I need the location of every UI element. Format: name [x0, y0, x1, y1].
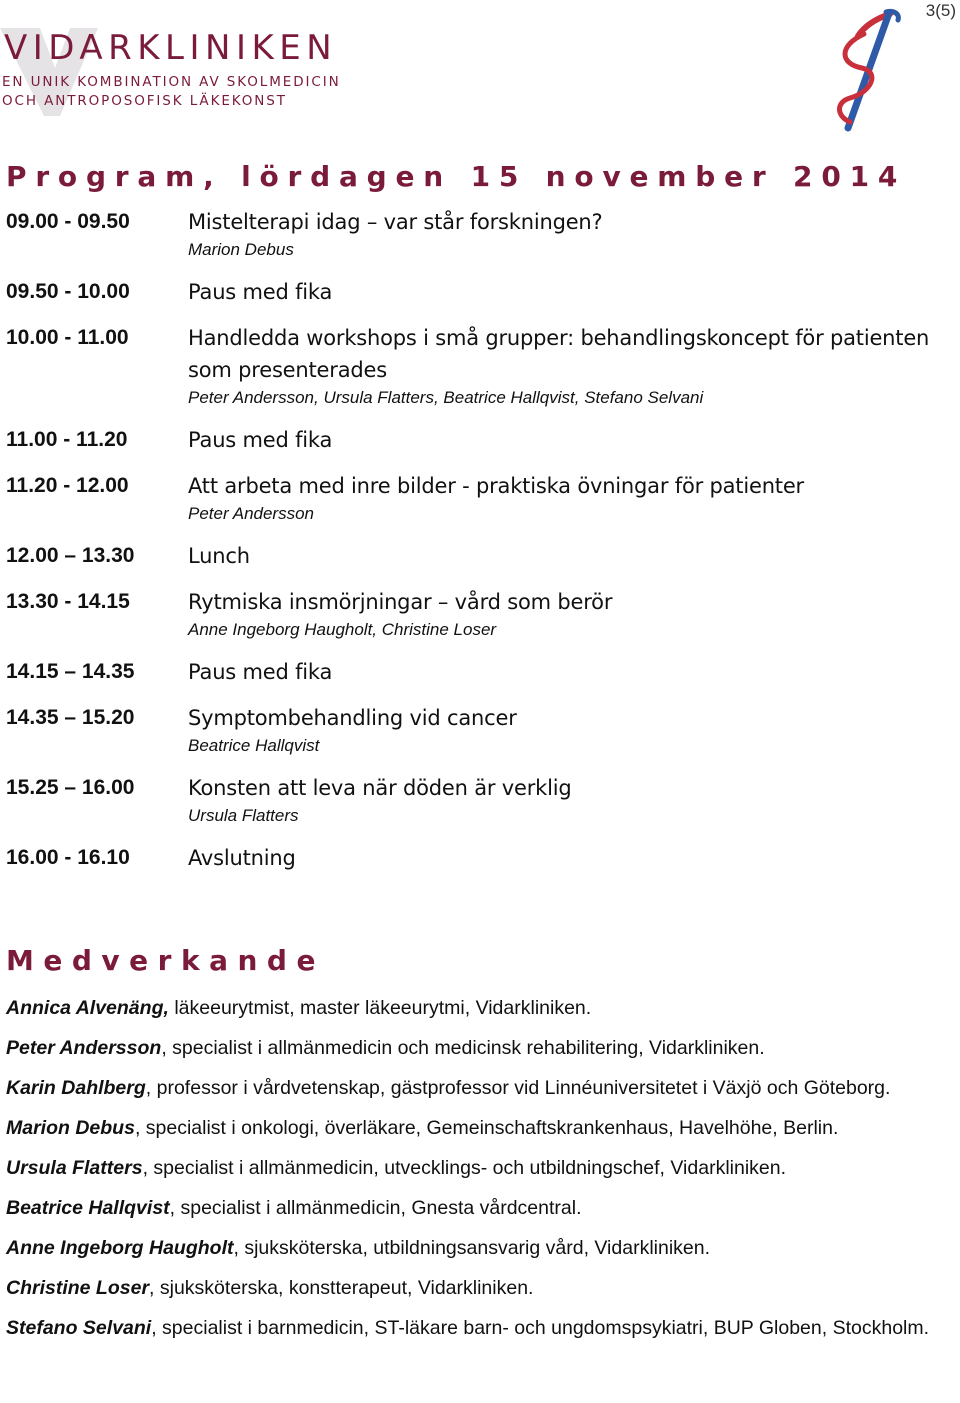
participant-description: , sjuksköterska, konstterapeut, Vidarkliniken. [149, 1277, 534, 1299]
schedule-time: 11.20 - 12.00 [6, 474, 129, 497]
participant-description: , specialist i barnmedicin, ST-läkare barn- och ungdomspsykiatri, BUP Globen, Stockholm. [151, 1317, 930, 1339]
participant-name: Anne Ingeborg Haugholt [6, 1237, 234, 1259]
schedule-title: Symptombehandling vid cancer [188, 706, 517, 730]
schedule-time: 10.00 - 11.00 [6, 326, 129, 349]
schedule-speakers: Anne Ingeborg Haugholt, Christine Loser [188, 620, 497, 639]
participant-entry [6, 1314, 954, 1343]
schedule-time: 12.00 – 13.30 [6, 544, 135, 567]
schedule-row [6, 322, 956, 410]
staff-emblem-icon [828, 6, 908, 134]
participant-description: , specialist i allmänmedicin, utvecklings- och utbildningschef, Vidarkliniken. [142, 1157, 787, 1179]
participant-name: Ursula Flatters [6, 1157, 143, 1179]
participant-name: Peter Andersson [6, 1037, 162, 1059]
schedule-title: Paus med fika [188, 280, 333, 304]
schedule-row [6, 656, 956, 688]
page-number: 3(5) [925, 1, 956, 20]
participant-entry [6, 1034, 954, 1063]
schedule-speakers: Peter Andersson [188, 504, 314, 523]
schedule-speakers: Marion Debus [188, 240, 294, 259]
schedule-title: Handledda workshops i små grupper: behandlingskoncept för patienten som presenterades [188, 326, 930, 382]
vidarkliniken-logo [0, 28, 345, 118]
schedule-title: Att arbeta med inre bilder - praktiska övningar för patienter [188, 474, 804, 498]
participant-entry [6, 1154, 954, 1183]
schedule-title: Konsten att leva när döden är verklig [188, 776, 572, 800]
participant-name: Karin Dahlberg [6, 1077, 146, 1099]
participant-name: Marion Debus [6, 1117, 135, 1139]
schedule-row [6, 276, 956, 308]
schedule-title: Paus med fika [188, 660, 333, 684]
schedule-time: 15.25 – 16.00 [6, 776, 135, 799]
schedule-time: 16.00 - 16.10 [6, 846, 130, 869]
participant-name: Stefano Selvani [6, 1317, 152, 1339]
logo-name: VIDARKLINIKEN [4, 28, 338, 68]
schedule-row [6, 702, 956, 758]
schedule-row [6, 540, 956, 572]
participant-entry [6, 1074, 954, 1103]
schedule-time: 13.30 - 14.15 [6, 590, 130, 613]
participant-description: , specialist i allmänmedicin och medicinsk rehabilitering, Vidarkliniken. [161, 1037, 765, 1059]
logo-tagline-line2: OCH ANTROPOSOFISK LÄKEKONST [2, 93, 287, 109]
program-heading: Program, lördagen 15 november 2014 [6, 160, 907, 193]
participant-description: läkeeurytmist, master läkeeurytmi, Vidarkliniken. [168, 997, 592, 1019]
participant-description: , specialist i onkologi, överläkare, Gemeinschaftskrankenhaus, Havelhöhe, Berlin. [134, 1117, 839, 1139]
schedule-time: 14.35 – 15.20 [6, 706, 135, 729]
schedule-speakers: Ursula Flatters [188, 806, 299, 825]
participant-name: Beatrice Hallqvist [6, 1197, 170, 1219]
participant-entry [6, 1274, 954, 1303]
participant-entry [6, 994, 954, 1023]
schedule-row [6, 842, 956, 874]
participant-name: Annica Alvenäng, [6, 997, 169, 1019]
logo-tagline-line1: EN UNIK KOMBINATION AV SKOLMEDICIN [2, 74, 341, 90]
schedule-row [6, 772, 956, 828]
schedule-time: 14.15 – 14.35 [6, 660, 135, 683]
participants-heading: Medverkande [6, 944, 325, 977]
schedule-speakers: Peter Andersson, Ursula Flatters, Beatrice Hallqvist, Stefano Selvani [188, 388, 704, 407]
participant-description: , sjuksköterska, utbildningsansvarig vård, Vidarkliniken. [233, 1237, 711, 1259]
schedule-row [6, 470, 956, 526]
schedule-title: Paus med fika [188, 428, 333, 452]
participant-entry [6, 1234, 954, 1263]
participant-description: , specialist i allmänmedicin, Gnesta vårdcentral. [169, 1197, 582, 1219]
schedule-time: 11.00 - 11.20 [6, 428, 128, 451]
schedule-time: 09.50 - 10.00 [6, 280, 130, 303]
schedule-title: Mistelterapi idag – var står forskningen? [188, 210, 603, 234]
participants-list [6, 994, 954, 1354]
participant-entry [6, 1114, 954, 1143]
schedule-row [6, 424, 956, 456]
schedule-time: 09.00 - 09.50 [6, 210, 130, 233]
schedule-title: Avslutning [188, 846, 296, 870]
schedule-title: Rytmiska insmörjningar – vård som berör [188, 590, 613, 614]
schedule-row [6, 586, 956, 642]
participant-entry [6, 1194, 954, 1223]
schedule-row [6, 206, 956, 262]
program-schedule [6, 206, 956, 874]
participant-description: , professor i vårdvetenskap, gästprofessor vid Linnéuniversitetet i Växjö och Göteborg. [145, 1077, 891, 1099]
participant-name: Christine Loser [6, 1277, 150, 1299]
schedule-speakers: Beatrice Hallqvist [188, 736, 320, 755]
schedule-title: Lunch [188, 544, 250, 568]
